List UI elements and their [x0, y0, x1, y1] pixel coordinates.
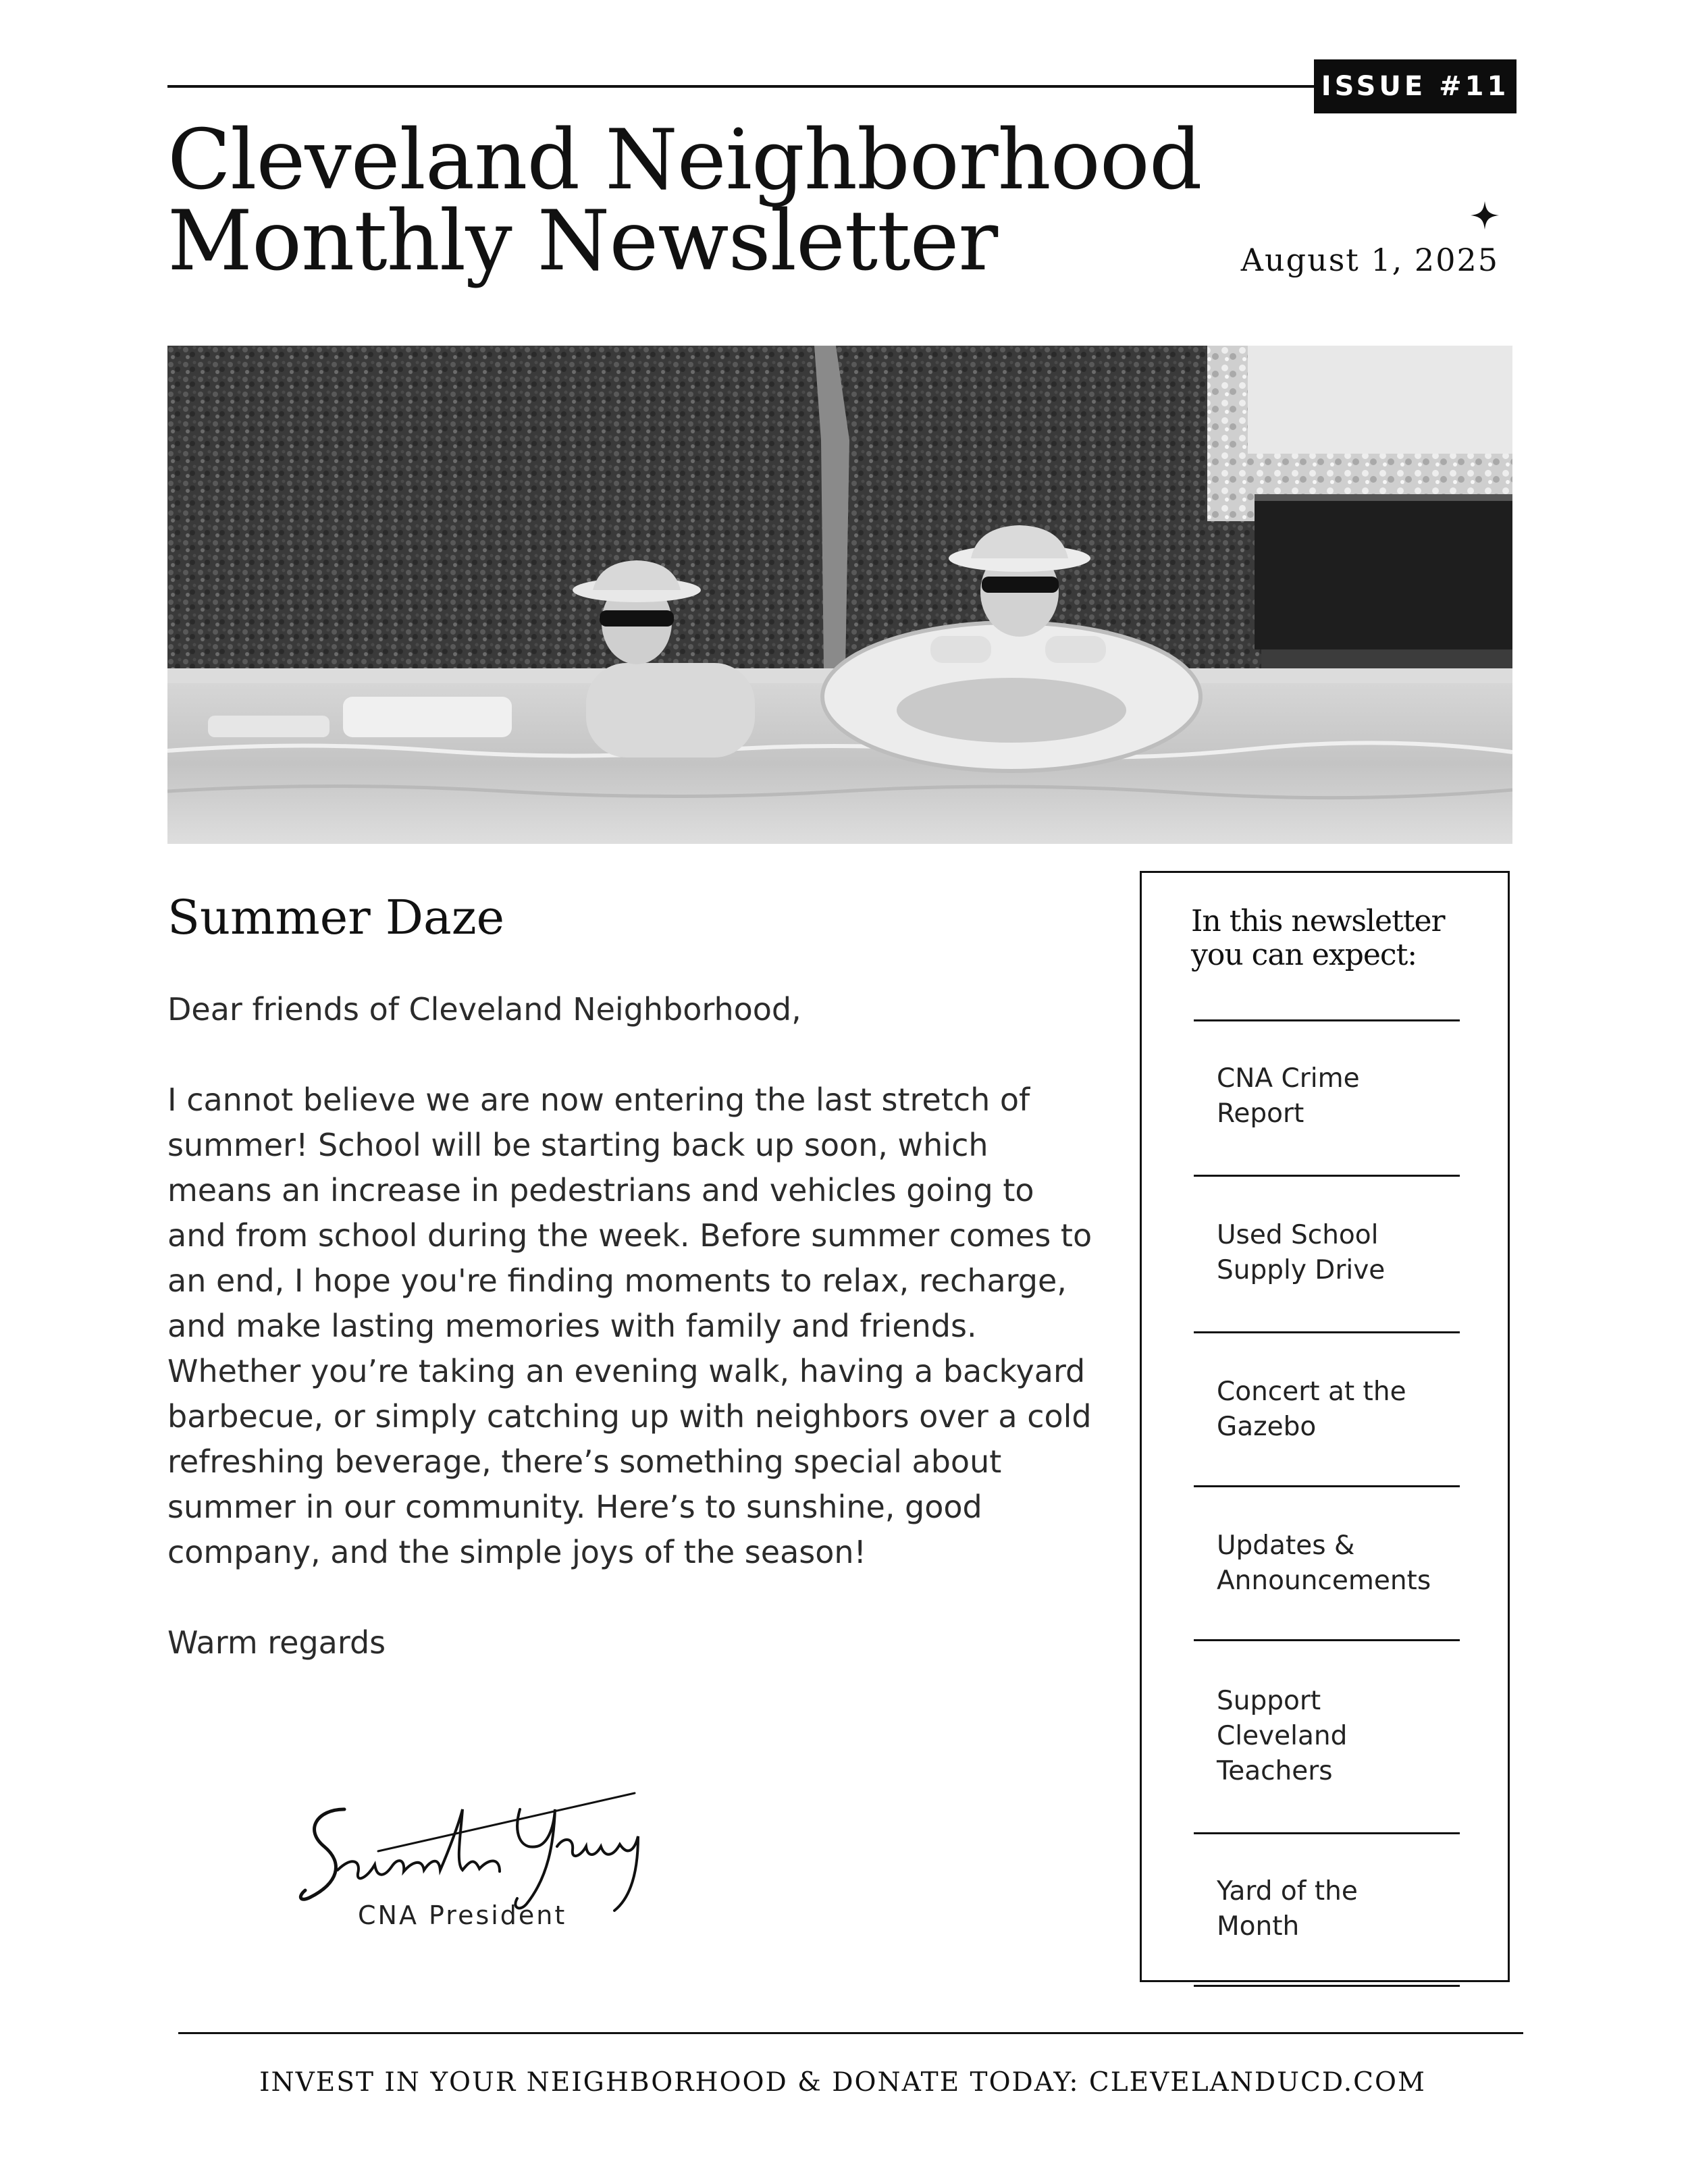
- toc-item-line: Concert at the: [1217, 1377, 1406, 1407]
- toc-item-crime-report: [1217, 1061, 1473, 1131]
- signature-title: CNA President: [358, 1900, 567, 1930]
- toc-item-yard-of-month: [1217, 1874, 1473, 1944]
- toc-item-updates: [1217, 1528, 1473, 1599]
- toc-divider: [1194, 1019, 1460, 1021]
- title-line-2: Monthly Newsletter: [167, 193, 998, 290]
- toc-item-line: Used School: [1217, 1220, 1379, 1250]
- toc-heading-line-1: In this newsletter: [1191, 904, 1445, 938]
- toc-item-line: Cleveland: [1217, 1721, 1348, 1751]
- toc-heading: [1191, 905, 1488, 972]
- toc-item-line: Supply Drive: [1217, 1255, 1386, 1285]
- toc-divider: [1194, 1175, 1460, 1177]
- toc-divider: [1194, 1832, 1460, 1834]
- issue-badge: ISSUE #11: [1314, 59, 1516, 113]
- toc-item-line: Teachers: [1217, 1756, 1333, 1786]
- signature-image: [297, 1782, 648, 1917]
- sparkle-icon: [1469, 200, 1500, 231]
- issue-date: August 1, 2025: [1240, 242, 1499, 278]
- toc-divider: [1194, 1639, 1460, 1641]
- newsletter-title: [167, 112, 1248, 290]
- top-rule: [167, 85, 1315, 88]
- article-closing: Warm regards: [167, 1624, 386, 1661]
- toc-divider: [1194, 1485, 1460, 1487]
- toc-item-line: Report: [1217, 1098, 1304, 1129]
- toc-item-line: Month: [1217, 1911, 1300, 1942]
- article-greeting: Dear friends of Cleveland Neighborhood,: [167, 991, 801, 1028]
- toc-item-line: Updates &: [1217, 1530, 1355, 1561]
- toc-divider: [1194, 1985, 1460, 1987]
- article-paragraph: I cannot believe we are now entering the last stretch of summer! School will be starting back up soon, which means an increase in pedestrians and vehicles going to and from school during the week. Before summer comes to an end, I hope you're finding moments to relax, recharge, and make lasting memories with family and friends. Whether you’re taking an evening walk, having a backyard barbecue, or simply catching up with neighbors over a cold refreshing beverage, there’s something special about summer in our community. Here’s to sunshine, good company, and the simple joys of the season!: [167, 1082, 1092, 1570]
- footer-donate-text: INVEST IN YOUR NEIGHBORHOOD & DONATE TODAY: CLEVELANDUCD.COM: [259, 2067, 1426, 2098]
- toc-item-line: CNA Crime: [1217, 1063, 1360, 1094]
- toc-item-supply-drive: [1217, 1218, 1473, 1288]
- title-line-1: Cleveland Neighborhood: [167, 112, 1202, 209]
- toc-item-concert: [1217, 1375, 1473, 1445]
- hero-photo: [167, 346, 1512, 844]
- toc-item-line: Yard of the: [1217, 1876, 1358, 1907]
- toc-heading-line-2: you can expect:: [1191, 938, 1417, 972]
- toc-item-line: Announcements: [1217, 1566, 1431, 1596]
- toc-item-line: Gazebo: [1217, 1412, 1317, 1442]
- article-heading: Summer Daze: [167, 890, 505, 945]
- bottom-rule: [178, 2032, 1523, 2034]
- toc-divider: [1194, 1331, 1460, 1333]
- toc-item-line: Support: [1217, 1686, 1321, 1716]
- toc-item-support-teachers: [1217, 1684, 1473, 1789]
- article-body: [167, 987, 1099, 1666]
